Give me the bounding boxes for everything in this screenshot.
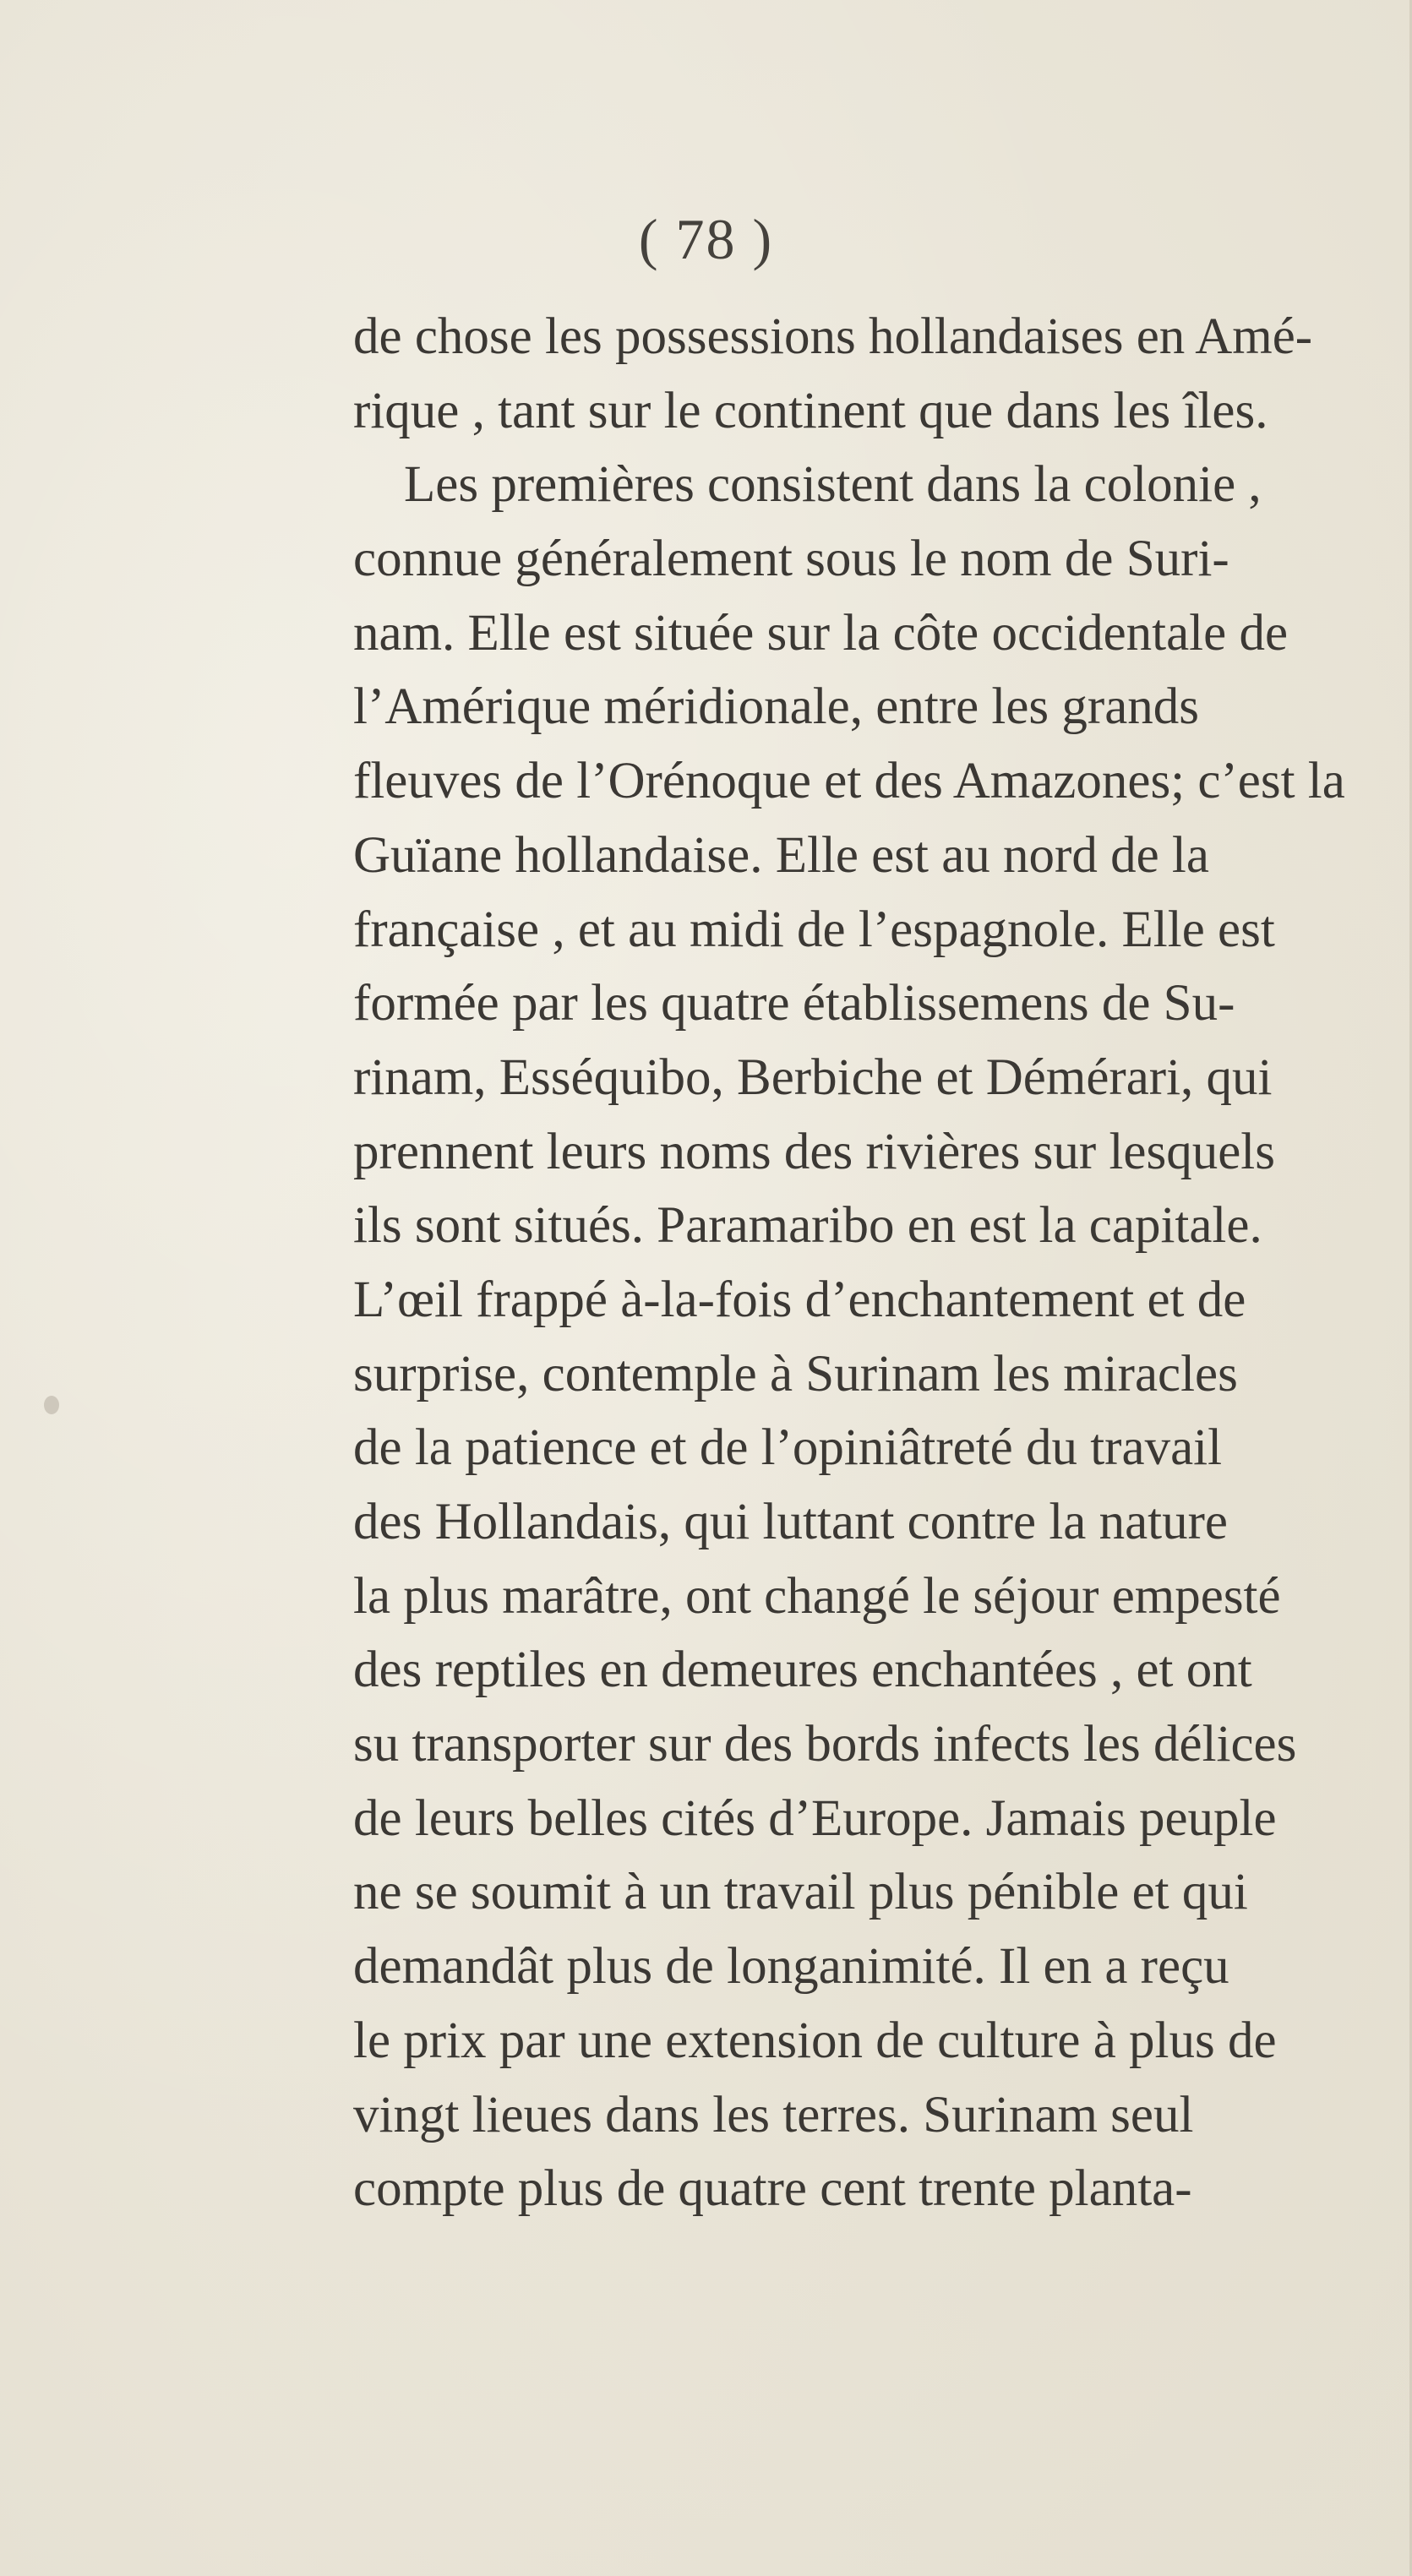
text-line: compte plus de quatre cent trente planta- (353, 2160, 1192, 2218)
text-line: Guïane hollandaise. Elle est au nord de la (353, 826, 1209, 884)
text-line: ils sont situés. Paramaribo en est la capitale. (353, 1197, 1262, 1255)
text-line: de chose les possessions hollandaises en Amé- (353, 308, 1313, 365)
text-line: nam. Elle est située sur la côte occidentale de (353, 604, 1289, 662)
text-line: prennent leurs noms des rivières sur lesquels (353, 1123, 1275, 1180)
text-line: de leurs belles cités d’Europe. Jamais peuple (353, 1789, 1277, 1847)
text-line: le prix par une extension de culture à plus de (353, 2012, 1277, 2069)
text-line: rique , tant sur le continent que dans les îles. (353, 382, 1268, 439)
paper-spot (44, 1396, 59, 1414)
text-line: su transporter sur des bords infects les délices (353, 1716, 1297, 1773)
text-line: de la patience et de l’opiniâtreté du travail (353, 1419, 1223, 1477)
text-line: des reptiles en demeures enchantées , et ont (353, 1642, 1252, 1699)
text-line: la plus marâtre, ont changé le séjour empesté (353, 1567, 1281, 1625)
text-line: des Hollandais, qui luttant contre la nature (353, 1494, 1229, 1550)
text-line: française , et au midi de l’espagnole. Elle est (353, 901, 1275, 958)
text-line: surprise, contemple à Surinam les miracles (353, 1345, 1238, 1402)
text-line: l’Amérique méridionale, entre les grands (353, 678, 1200, 736)
text-line: ne se soumit à un travail plus pénible et qui (353, 1864, 1248, 1921)
text-line: vingt lieues dans les terres. Surinam seul (353, 2086, 1194, 2143)
text-line: rinam, Esséquibo, Berbiche et Démérari, qui (353, 1048, 1273, 1106)
text-line: formée par les quatre établissemens de Su- (353, 975, 1235, 1032)
text-line: L’œil frappé à-la-fois d’enchantement et de (353, 1271, 1246, 1328)
page-number-header: ( 78 ) (638, 207, 774, 271)
text-line: fleuves de l’Orénoque et des Amazones; c’est la (353, 753, 1345, 810)
text-line: connue généralement sous le nom de Suri- (353, 531, 1229, 588)
text-line: demandât plus de longanimité. Il en a reçu (353, 1938, 1229, 1996)
body-text (353, 300, 1345, 2226)
text-line: Les premières consistent dans la colonie , (404, 456, 1262, 514)
